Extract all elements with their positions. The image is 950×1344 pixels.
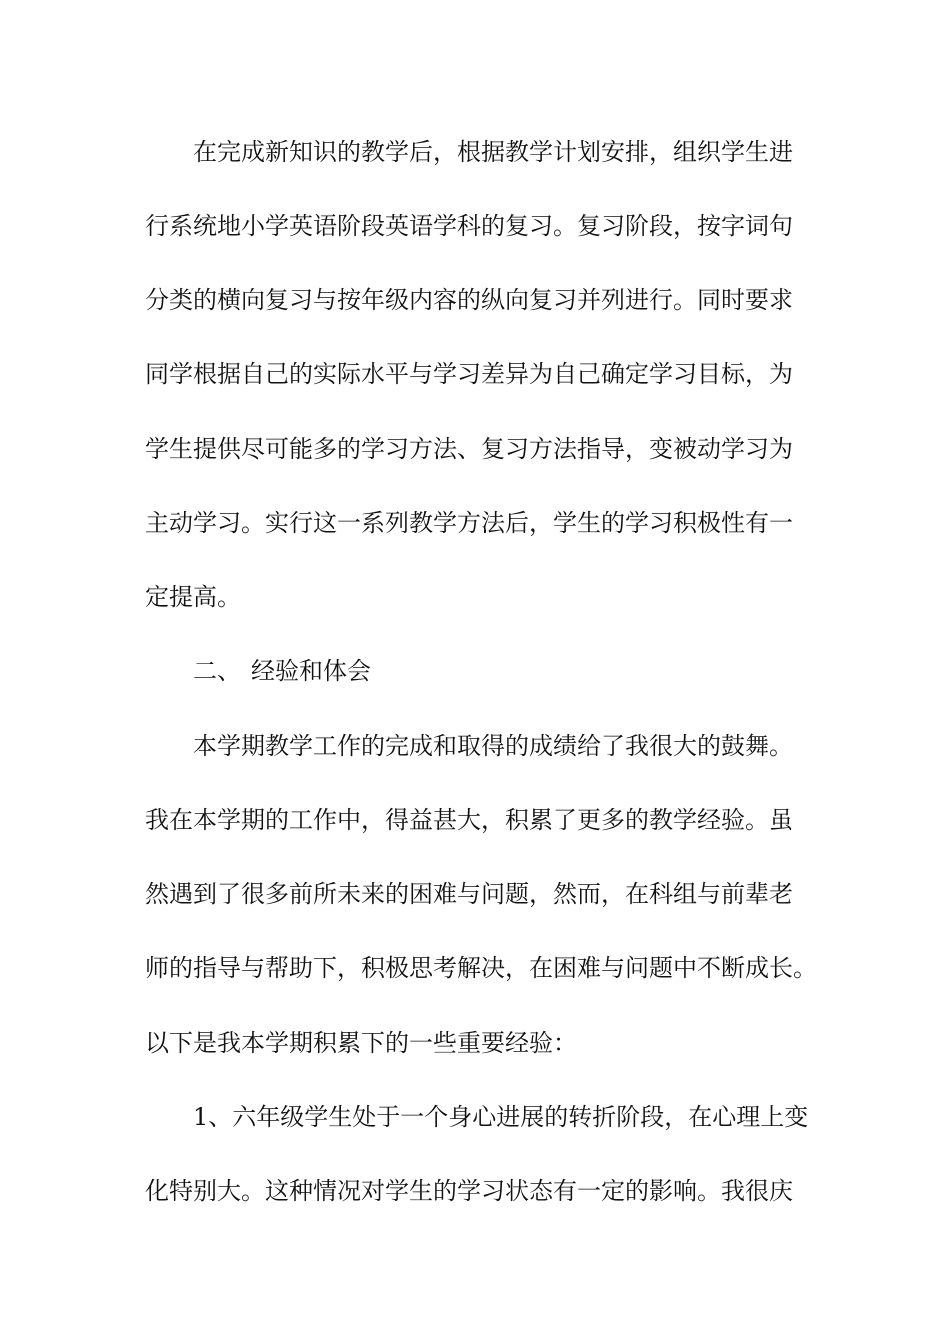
paragraph-1-line-5: 学生提供尽可能多的学习方法、复习方法指导，变被动学习为 (145, 435, 793, 463)
paragraph-1-line-7: 定提高。 (145, 583, 241, 611)
paragraph-2-line-2: 我在本学期的工作中，得益甚大，积累了更多的教学经验。虽 (145, 806, 793, 834)
paragraph-1-line-4: 同学根据自己的实际水平与学习差异为自己确定学习目标，为 (145, 360, 793, 388)
paragraph-1-line-1: 在完成新知识的教学后，根据教学计划安排，组织学生进 (193, 138, 793, 166)
paragraph-1-line-6: 主动学习。实行这一系列教学方法后，学生的学习积极性有一 (145, 509, 793, 537)
paragraph-3-line-1: 1、六年级学生处于一个身心进展的转折阶段，在心理上变 (193, 1103, 809, 1131)
section-heading-number: 二、 (193, 657, 241, 685)
paragraph-2-line-3: 然遇到了很多前所未来的困难与问题，然而，在科组与前辈老 (145, 880, 793, 908)
paragraph-3-line-2: 化特别大。这种情况对学生的学习状态有一定的影响。我很庆 (145, 1177, 793, 1205)
section-heading-title: 经验和体会 (251, 657, 371, 685)
paragraph-2-line-1: 本学期教学工作的完成和取得的成绩给了我很大的鼓舞。 (193, 732, 793, 760)
paragraph-1-line-3: 分类的横向复习与按年级内容的纵向复习并列进行。同时要求 (145, 286, 793, 314)
paragraph-1-line-2: 行系统地小学英语阶段英语学科的复习。复习阶段，按字词句 (145, 212, 793, 240)
paragraph-2-line-4: 师的指导与帮助下，积极思考解决，在困难与问题中不断成长。 (145, 954, 817, 982)
paragraph-2-line-5: 以下是我本学期积累下的一些重要经验： (145, 1029, 577, 1057)
